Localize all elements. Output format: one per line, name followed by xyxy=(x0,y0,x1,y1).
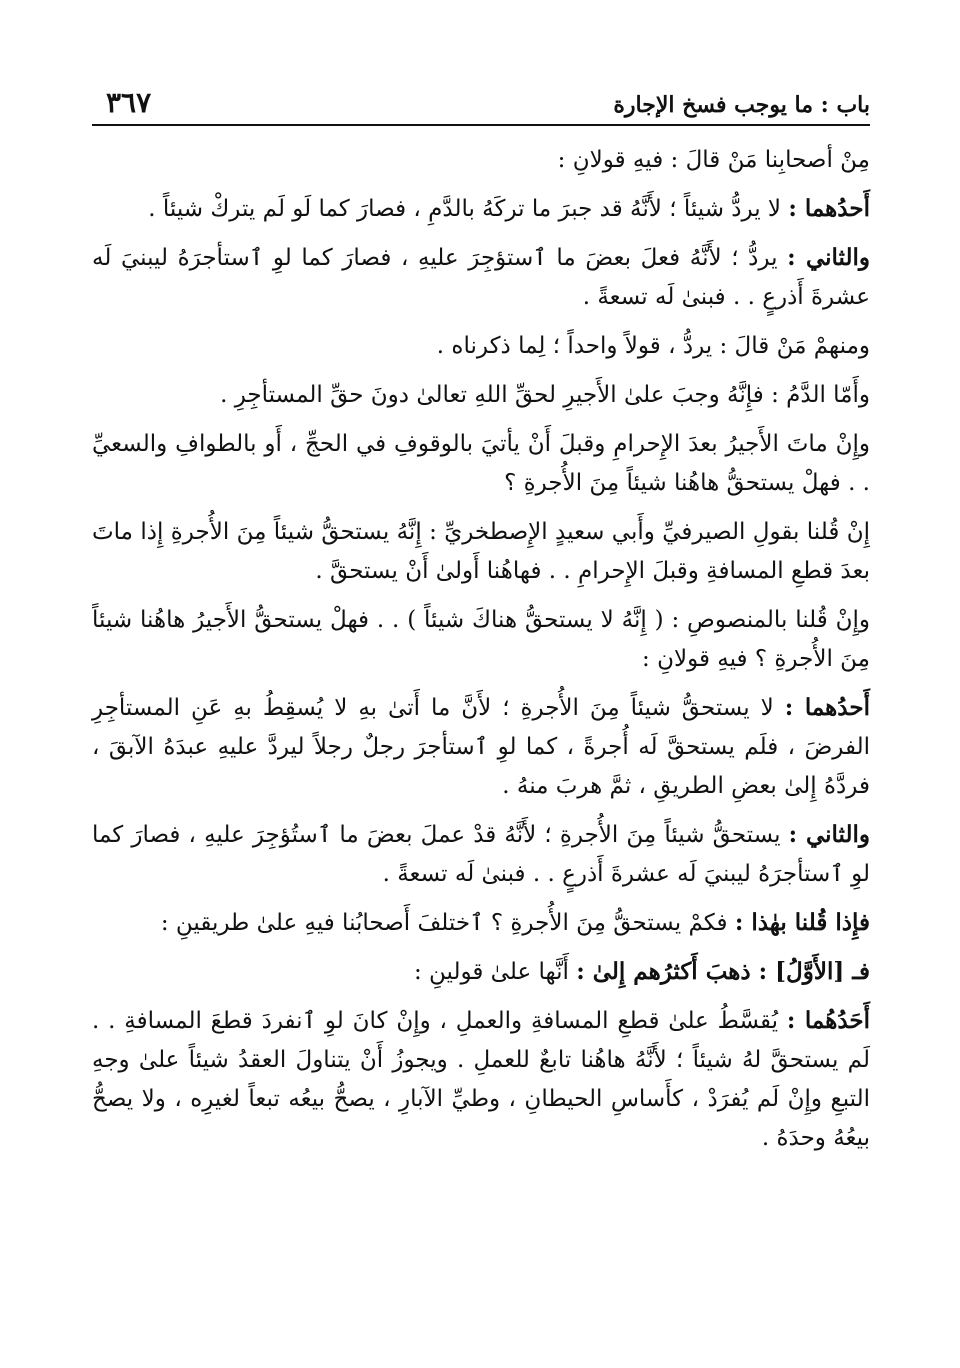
paragraph xyxy=(92,903,870,943)
paragraph-lead: والثاني : xyxy=(787,244,870,271)
paragraph-text: فكمْ يستحقُّ مِنَ الأُجرةِ ؟ ٱختلفَ أَصحابُنا فيهِ علىٰ طريقينِ : xyxy=(160,910,735,936)
paragraph xyxy=(92,189,870,229)
paragraph-lead: أَحدُهما : xyxy=(788,195,870,222)
paragraph-text: وإِنْ ماتَ الأَجيرُ بعدَ الإِحرامِ وقبلَ أَنْ يأتيَ بالوقوفِ في الحجِّ ، أَو بالطوافِ والسعيِّ . . فهلْ يستحقُّ هاهُنا شيئاً مِنَ الأُجرةِ ؟ xyxy=(92,431,870,496)
paragraph-text: يُقسَّطُ علىٰ قطعِ المسافةِ والعملِ ، وإِنْ كانَ لوِ ٱنفردَ قطعَ المسافةِ . . لَم يستحقَّ لهُ شيئاً ؛ لأَنَّهُ هاهُنا تابعٌ للعملِ . ويجوزُ أَنْ يتناولَ العقدُ شيئاً علىٰ وجهِ التبعِ وإِنْ لَم يُفرَدْ ، كأَساسِ الحيطانِ ، وطيِّ الآبارِ ، يصحُّ بيعُه تبعاً لغيرِه ، ولا يصحُّ بيعُهُ وحدَهُ . xyxy=(92,1008,870,1151)
paragraph-lead: والثاني : xyxy=(788,821,870,848)
paragraph-text: يستحقُّ شيئاً مِنَ الأُجرةِ ؛ لأَنَّهُ قدْ عملَ بعضَ ما ٱستُؤجِرَ عليهِ ، فصارَ كما لوِ ٱستأجرَهُ ليبنيَ لَه عشرةَ أَذرعٍ . . فبنىٰ لَه تسعةً . xyxy=(92,822,870,887)
paragraph-text: مِنْ أصحابِنا مَنْ قالَ : فيهِ قولانِ : xyxy=(557,147,870,173)
paragraph xyxy=(92,815,870,894)
paragraph-text: وأَمّا الدَّمُ : فإِنَّهُ وجبَ علىٰ الأَجيرِ لحقِّ اللهِ تعالىٰ دونَ حقِّ المستأجِرِ . xyxy=(220,382,870,408)
page-body xyxy=(92,140,870,1167)
paragraph xyxy=(92,1001,870,1158)
paragraph xyxy=(92,326,870,366)
paragraph xyxy=(92,512,870,591)
paragraph-text: أَنَّها علىٰ قولينِ : xyxy=(413,959,577,985)
paragraph xyxy=(92,952,870,992)
paragraph-lead: أَحَدُهُما : xyxy=(786,1007,870,1034)
paragraph-lead: فإِذا قُلنا بهٰذا : xyxy=(734,909,870,936)
page-number: ٣٦٧ xyxy=(106,86,152,119)
paragraph xyxy=(92,688,870,806)
paragraph-lead: أَحدُهما : xyxy=(784,694,870,721)
paragraph-text: لا يستحقُّ شيئاً مِنَ الأُجرةِ ؛ لأَنَّ ما أَتىٰ بهِ لا يُسقِطُ بهِ عَنِ المستأجِرِ الفرضَ ، فلَم يستحقَّ لَه أُجرةً ، كما لوِ ٱستأجرَ رجلٌ رجلاً ليردَّ عليهِ عبدَهُ الآبقَ ، فردَّهُ إِلىٰ بعضِ الطريقِ ، ثمَّ هربَ منهُ . xyxy=(92,695,870,799)
paragraph-text: ومنهمْ مَنْ قالَ : يردُّ ، قولاً واحداً ؛ لِما ذكرناه . xyxy=(436,333,870,359)
paragraph xyxy=(92,238,870,317)
paragraph xyxy=(92,140,870,180)
paragraph xyxy=(92,424,870,503)
chapter-title: باب : ما يوجب فسخ الإجارة xyxy=(613,92,870,118)
paragraph-lead: فـ [الأَوَّلُ] : ذهبَ أَكثرُهم إِلىٰ : xyxy=(576,958,870,985)
paragraph xyxy=(92,375,870,415)
paragraph-text: لا يردُّ شيئاً ؛ لأَنَّهُ قد جبرَ ما تركَهُ بالدَّمِ ، فصارَ كما لَو لَم يتركْ شيئاً . xyxy=(148,196,789,222)
paragraph-text: يردُّ ؛ لأَنَّهُ فعلَ بعضَ ما ٱستؤجِرَ عليهِ ، فصارَ كما لوِ ٱستأجرَهُ ليبنيَ لَه عشرةَ أَذرعٍ . . فبنىٰ لَه تسعةً . xyxy=(92,245,870,310)
paragraph-text: وإِنْ قُلنا بالمنصوصِ : ( إِنَّهُ لا يستحقُّ هناكَ شيئاً ) . . فهلْ يستحقُّ الأَجيرُ هاهُنا شيئاً مِنَ الأُجرةِ ؟ فيهِ قولانِ : xyxy=(92,607,870,672)
page-header xyxy=(92,86,870,126)
paragraph xyxy=(92,600,870,679)
paragraph-text: إِنْ قُلنا بقولِ الصيرفيِّ وأَبي سعيدٍ الإِصطخريِّ : إِنَّهُ يستحقُّ شيئاً مِنَ الأُجرةِ إِذا ماتَ بعدَ قطعِ المسافةِ وقبلَ الإِحرامِ . . فهاهُنا أَولىٰ أَنْ يستحقَّ . xyxy=(92,519,870,584)
